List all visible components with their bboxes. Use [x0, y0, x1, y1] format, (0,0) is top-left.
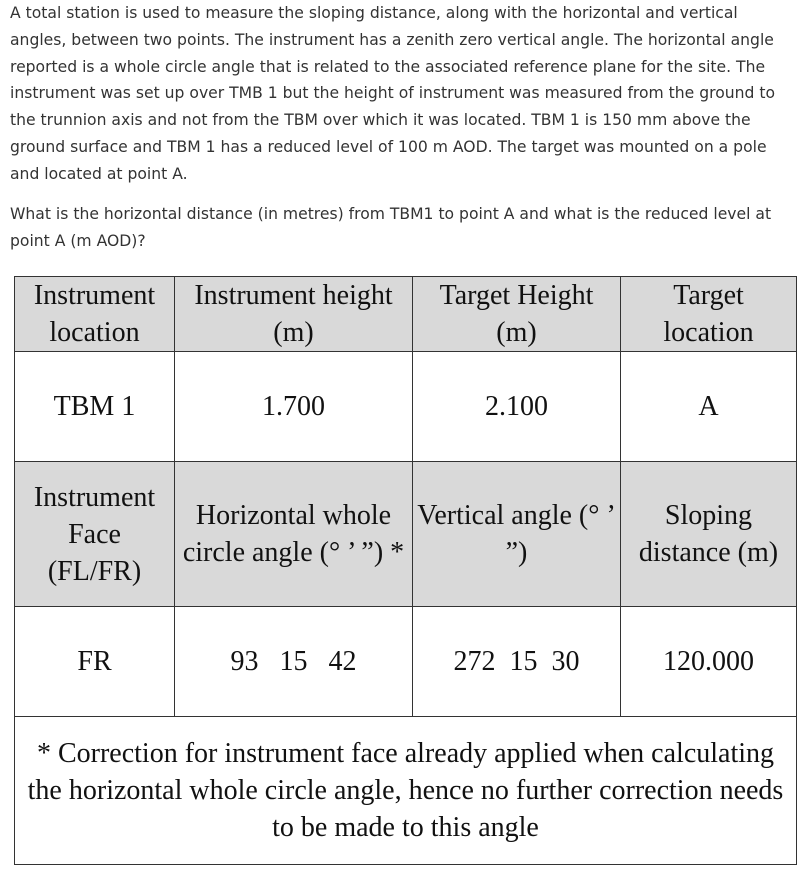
table-footnote: * Correction for instrument face already applied when calculating the horizontal whole circle angle, hence no further correction needs to be made to this angle [15, 717, 797, 865]
header-sloping-distance: Sloping distance (m) [621, 462, 797, 607]
cell-horizontal-angle: 93 15 42 [175, 607, 413, 717]
survey-data-table [14, 276, 797, 865]
cell-instrument-height: 1.700 [175, 352, 413, 462]
question-prompt: What is the horizontal distance (in metres) from TBM1 to point A and what is the reduced level at point A (m AOD)? [10, 205, 772, 250]
table-row [15, 607, 797, 717]
cell-target-height: 2.100 [413, 352, 621, 462]
cell-instrument-location: TBM 1 [15, 352, 175, 462]
header-instrument-location: Instrument location [15, 277, 175, 352]
header-vertical-angle: Vertical angle (° ’ ”) [413, 462, 621, 607]
table-header-row [15, 277, 797, 352]
cell-vertical-angle: 272 15 30 [413, 607, 621, 717]
cell-sloping-distance: 120.000 [621, 607, 797, 717]
table-header-row [15, 462, 797, 607]
header-instrument-height: Instrument height (m) [175, 277, 413, 352]
cell-target-location: A [621, 352, 797, 462]
header-instrument-face: Instrument Face (FL/FR) [15, 462, 175, 607]
header-horizontal-angle: Horizontal whole circle angle (° ’ ”) * [175, 462, 413, 607]
table-row [15, 352, 797, 462]
header-target-height: Target Height (m) [413, 277, 621, 352]
table-note-row [15, 717, 797, 865]
question-paragraph: A total station is used to measure the sloping distance, along with the horizontal and vertical angles, between two points. The instrument has a zenith zero vertical angle. The horizontal angle reported is a whole circle angle that is related to the associated reference plane for the site. The instrument was set up over TMB 1 but the height of instrument was measured from the ground to the trunnion axis and not from the TBM over which it was located. TBM 1 is 150 mm above the ground surface and TBM 1 has a reduced level of 100 m AOD. The target was mounted on a pole and located at point A. [10, 4, 776, 183]
cell-instrument-face: FR [15, 607, 175, 717]
header-target-location: Target location [621, 277, 797, 352]
